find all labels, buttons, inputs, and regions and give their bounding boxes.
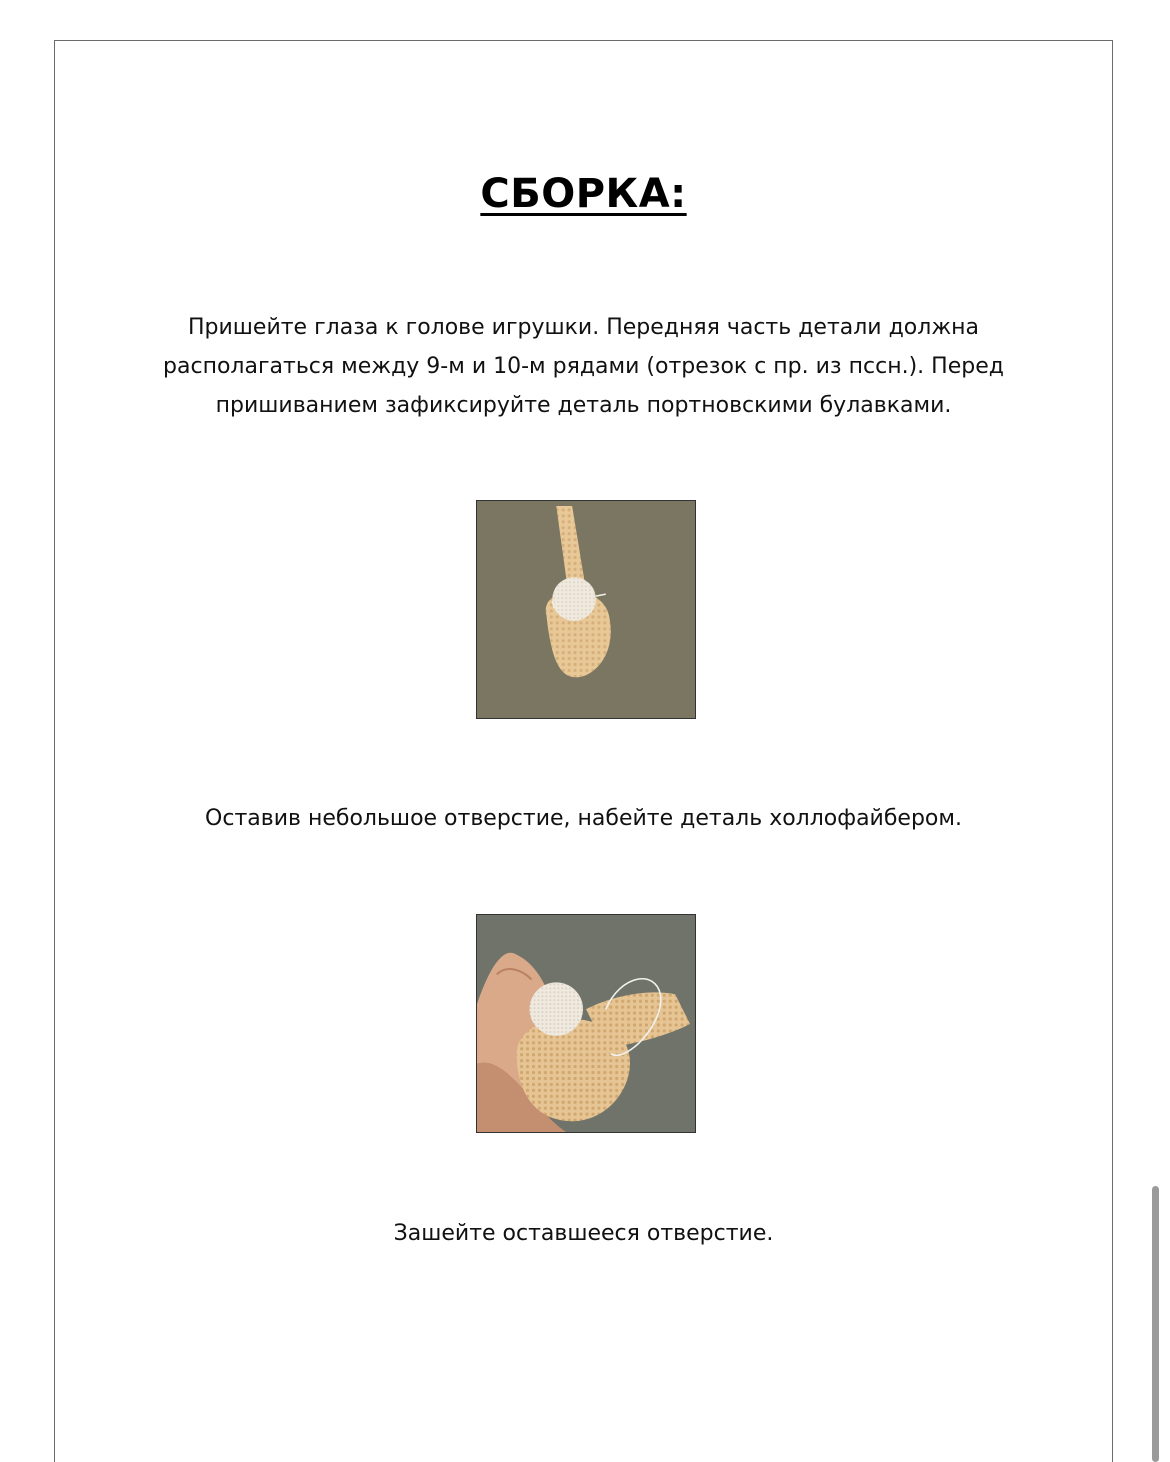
- vertical-scrollbar[interactable]: [1152, 1186, 1159, 1462]
- paragraph-1-line: пришиванием зафиксируйте деталь портновскими булавками.: [215, 393, 952, 418]
- crochet-eye-pinned-illustration: [477, 501, 695, 718]
- page-title: СБОРКА:: [480, 171, 687, 217]
- paragraph-1-line: располагаться между 9-м и 10-м рядами (отрезок с пр. из пссн.). Перед: [163, 354, 1004, 379]
- document-page: [54, 40, 1113, 1462]
- crochet-stuffing-illustration: [477, 915, 695, 1132]
- paragraph-1-line: Пришейте глаза к голове игрушки. Передняя часть детали должна: [187, 315, 980, 340]
- instruction-paragraph-1: [115, 308, 1052, 425]
- instruction-paragraph-2: Оставив небольшое отверстие, набейте деталь холлофайбером.: [205, 806, 962, 831]
- instruction-paragraph-3: Зашейте оставшееся отверстие.: [393, 1221, 774, 1246]
- photo-eye-pinned: [476, 500, 696, 719]
- photo-stuffing: [476, 914, 696, 1133]
